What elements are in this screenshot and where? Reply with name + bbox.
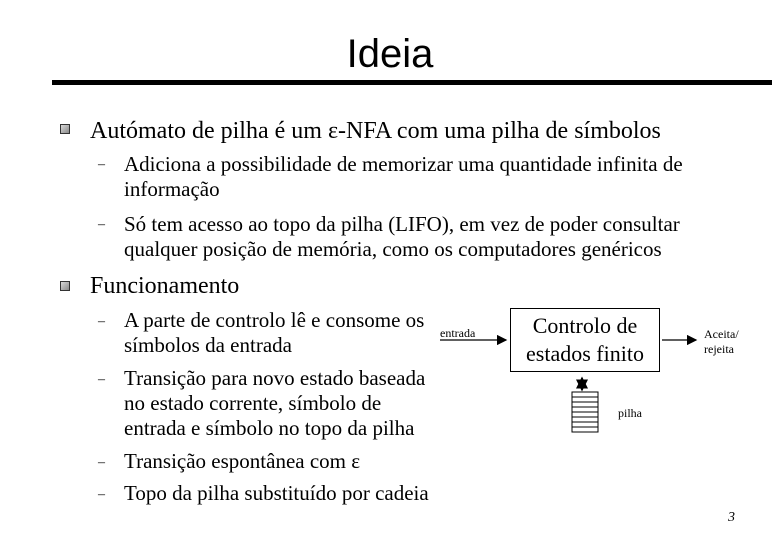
page-number: 3 [728,510,735,525]
sub-bullet-line: qualquer posição de memória, como os computadores genéricos [124,237,662,261]
sub-bullet-line: Transição espontânea com ε [124,449,361,473]
control-line: estados finito [526,341,644,366]
bullet-automaton: Autómato de pilha é um ε-NFA com uma pilha de símbolos [90,118,661,144]
stack-icon [572,392,598,432]
bullet-operation: Funcionamento [90,273,240,299]
input-label: entrada [440,326,476,340]
slide-title: Ideia [346,32,434,76]
dash-bullet-icon: – [98,487,105,502]
output-label: rejeita [704,342,734,356]
sub-bullet-line: no estado corrente, símbolo de [124,391,382,415]
dash-bullet-icon: – [98,455,105,470]
dash-bullet-icon: – [98,157,105,172]
control-box [510,308,660,372]
control-line: Controlo de [532,313,638,338]
dash-bullet-icon: – [98,314,105,329]
sub-bullet-line: Adiciona a possibilidade de memorizar uma quantidade infinita de [124,152,683,176]
sub-bullet-line: entrada e símbolo no topo da pilha [124,416,415,440]
dash-bullet-icon: – [98,372,105,387]
sub-bullet-line: Topo da pilha substituído por cadeia [124,481,429,505]
sub-bullet-line: Só tem acesso ao topo da pilha (LIFO), em vez de poder consultar [124,212,680,236]
stack-label: pilha [618,406,642,420]
sub-bullet-line: símbolos da entrada [124,333,292,357]
dash-bullet-icon: – [98,217,105,232]
sub-bullet-line: Transição para novo estado baseada [124,366,426,390]
output-label: Aceita/ [704,327,739,341]
sub-bullet-line: A parte de controlo lê e consome os [124,308,425,332]
sub-bullet-line: informação [124,177,220,201]
